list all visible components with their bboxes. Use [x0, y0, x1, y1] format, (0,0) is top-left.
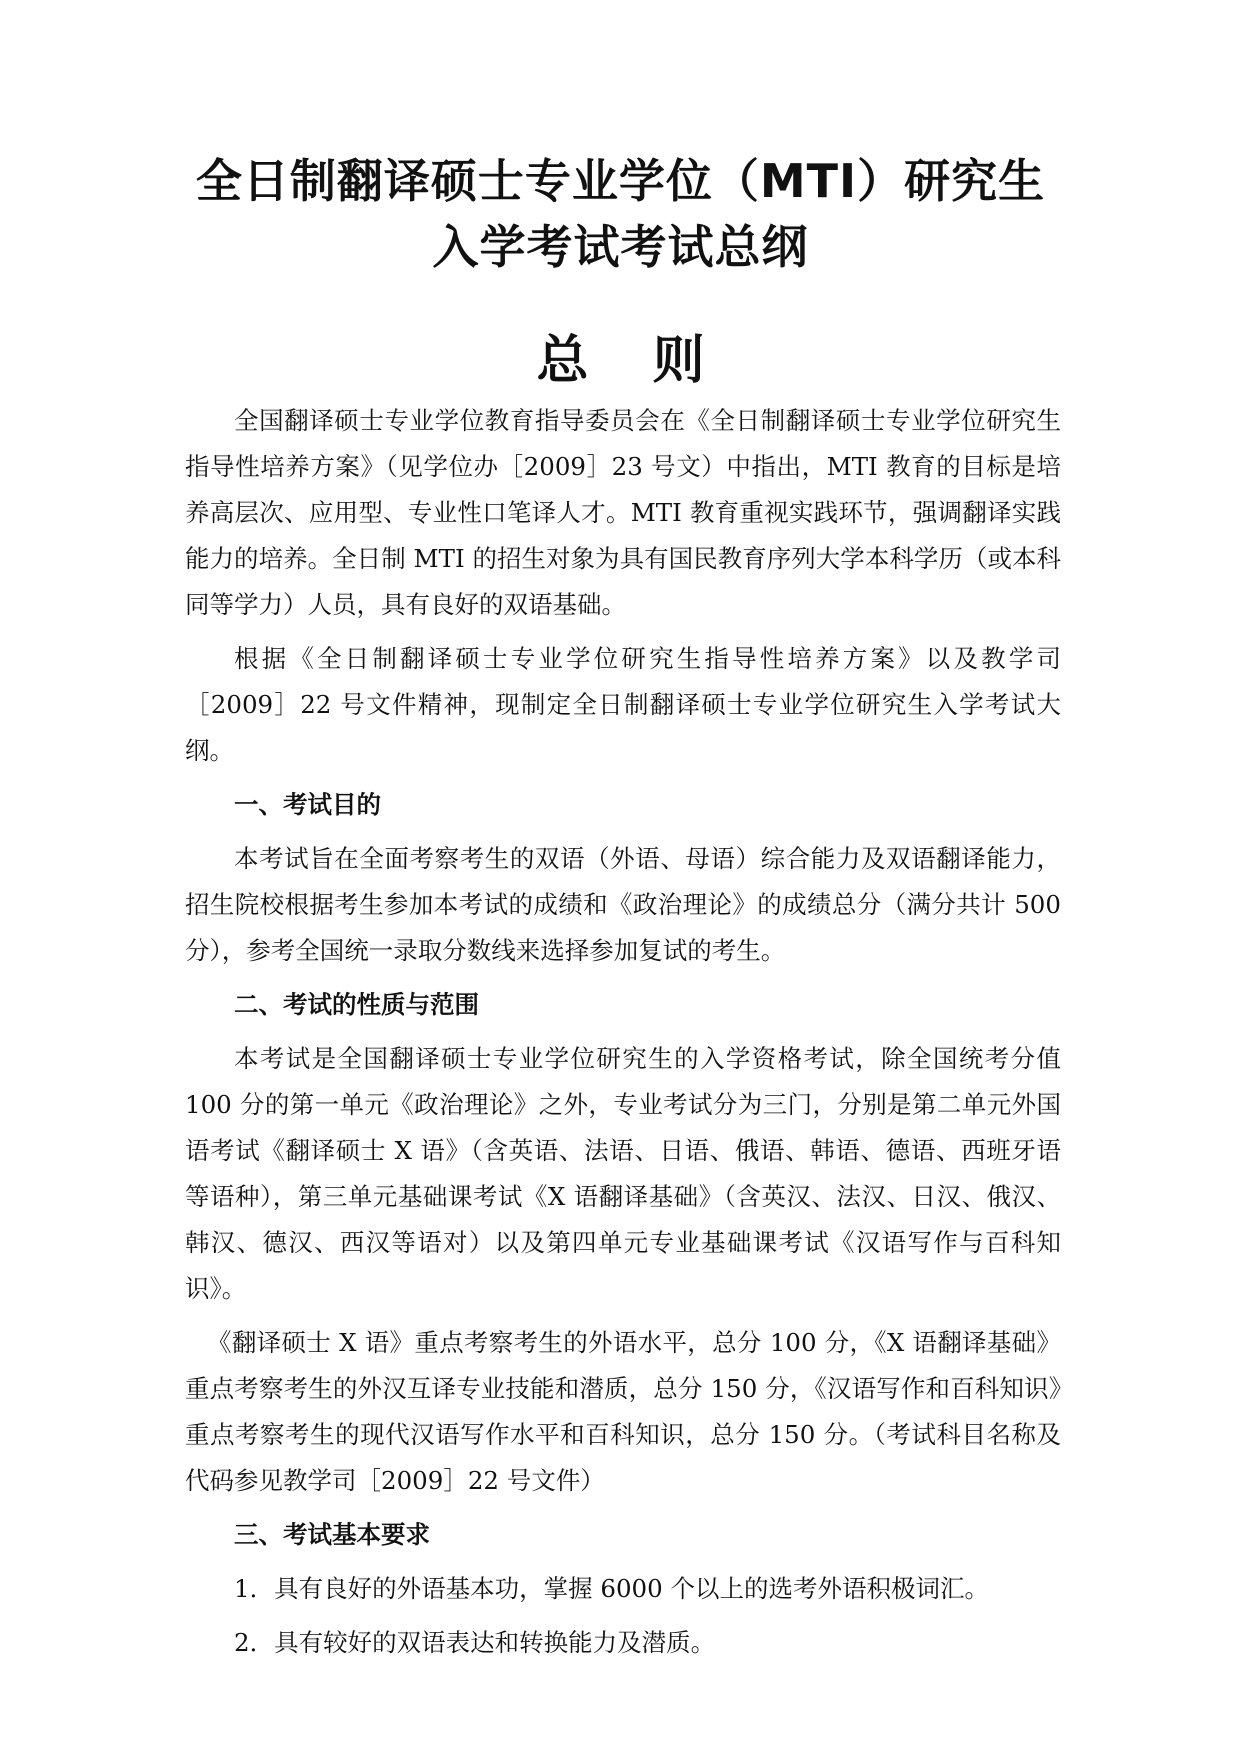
nature-paragraph: 本考试是全国翻译硕士专业学位研究生的入学资格考试，除全国统考分值 100 分的第一单元《政治理论》之外，专业考试分为三门，分别是第二单元外国语考试《翻译硕士 X 语》（含英语、法语、日语、俄语、韩语、德语、西班牙语等语种），第三单元基础课考试《X 语翻译基础》（含英汉、法汉、日汉、俄汉、韩汉、德汉、西汉等语对）以及第四单元专业基础课考试《汉语写作与百科知识》。	[185, 1044, 1061, 1303]
heading-basic-requirements: 三、考试基本要求	[234, 1520, 430, 1549]
scores-paragraph: 《翻译硕士 X 语》重点考察考生的外语水平，总分 100 分，《X 语翻译基础》重点考察考生的外汉互译专业技能和潜质，总分 150 分，《汉语写作和百科知识》重点考察考生的现代汉语写作水平和百科知识，总分 150 分。（考试科目名称及代码参见教学司［2009］22 号文件）	[185, 1328, 1061, 1495]
document-title-line-1: 全日制翻译硕士专业学位（MTI）研究生	[195, 154, 1046, 208]
document-body	[185, 398, 1061, 1674]
purpose-paragraph: 本考试旨在全面考察考生的双语（外语、母语）综合能力及双语翻译能力，招生院校根据考生参加本考试的成绩和《政治理论》的成绩总分（满分共计 500 分），参考全国统一录取分数线来选择参加复试的考生。	[185, 844, 1061, 965]
requirement-item-1: 1．具有良好的外语基本功，掌握 6000 个以上的选考外语积极词汇。	[234, 1574, 990, 1603]
intro-paragraph-2: 根据《全日制翻译硕士专业学位研究生指导性培养方案》以及教学司［2009］22 号文件精神，现制定全日制翻译硕士专业学位研究生入学考试大纲。	[185, 644, 1061, 765]
heading-exam-purpose: 一、考试目的	[234, 790, 381, 819]
heading-exam-nature-scope: 二、考试的性质与范围	[234, 990, 479, 1019]
intro-paragraph-1: 全国翻译硕士专业学位教育指导委员会在《全日制翻译硕士专业学位研究生指导性培养方案》（见学位办［2009］23 号文）中指出，MTI 教育的目标是培养高层次、应用型、专业性口笔译人才。MTI 教育重视实践环节，强调翻译实践能力的培养。全日制 MTI 的招生对象为具有国民教育序列大学本科学历（或本科同等学力）人员，具有良好的双语基础。	[185, 406, 1061, 619]
requirement-item-2: 2．具有较好的双语表达和转换能力及潜质。	[234, 1628, 716, 1657]
document-title-line-2: 入学考试考试总纲	[432, 220, 809, 274]
section-title: 总则	[536, 331, 769, 391]
